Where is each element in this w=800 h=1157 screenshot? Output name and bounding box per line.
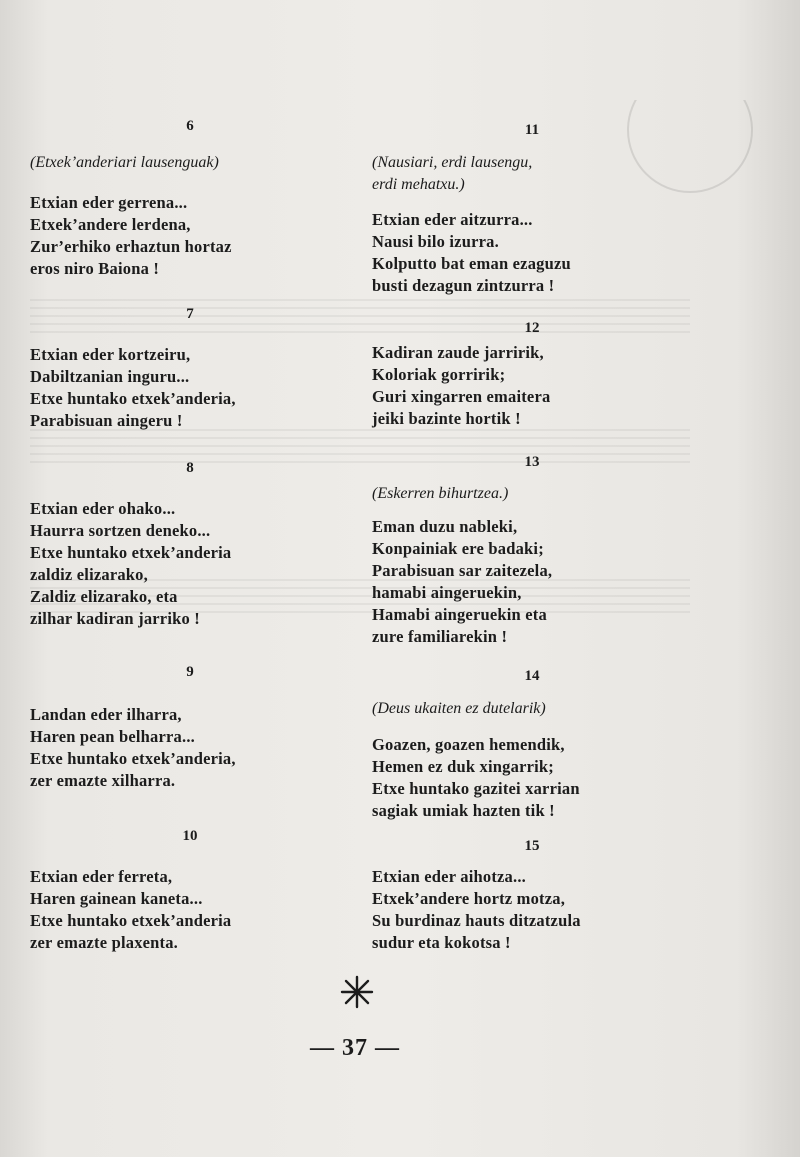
verse-line: Etxian eder gerrena... xyxy=(30,193,188,212)
verse-line: Konpainiak ere badaki; xyxy=(372,539,544,558)
verse-line: zilhar kadiran jarriko ! xyxy=(30,609,200,628)
verse-line: Dabiltzanian inguru... xyxy=(30,367,190,386)
stanza-number: 9 xyxy=(186,664,194,680)
verse-line: sudur eta kokotsa ! xyxy=(372,933,511,952)
verse-line: Kadiran zaude jarririk, xyxy=(372,343,544,362)
verse-line: Etxian eder aihotza... xyxy=(372,867,526,886)
stanza-subtitle-line: erdi mehatxu.) xyxy=(372,176,465,193)
stanza-lines xyxy=(372,209,571,297)
verse-line: Zur’erhiko erhaztun hortaz xyxy=(30,237,232,256)
verse-line: Etxe huntako etxek’anderia xyxy=(30,543,232,562)
stanza-number: 10 xyxy=(182,828,198,844)
verse-line: zaldiz elizarako, xyxy=(30,565,148,584)
verse-line: Koloriak gorririk; xyxy=(372,365,506,384)
verse-line: Haren gainean kaneta... xyxy=(30,889,203,908)
stanza-lines xyxy=(30,192,232,280)
verse-line: Zaldiz elizarako, eta xyxy=(30,587,178,606)
verse-line: Landan eder ilharra, xyxy=(30,705,182,724)
stanza-lines xyxy=(372,734,580,822)
verse-line: Su burdinaz hauts ditzatzula xyxy=(372,911,581,930)
verse-line: Etxek’andere lerdena, xyxy=(30,215,191,234)
verse-line: Etxian eder ferreta, xyxy=(30,867,173,886)
stanza-subtitle-line: (Eskerren bihurtzea.) xyxy=(372,485,509,502)
verse-line: Etxe huntako etxek’anderia, xyxy=(30,749,236,768)
verse-line: jeiki bazinte hortik ! xyxy=(372,409,521,428)
verse-line: Etxian eder kortzeiru, xyxy=(30,345,191,364)
verse-line: Goazen, goazen hemendik, xyxy=(372,735,565,754)
verse-line: sagiak umiak hazten tik ! xyxy=(372,801,555,820)
verse-line: Etxian eder aitzurra... xyxy=(372,210,533,229)
stanza-number: 14 xyxy=(524,668,540,684)
verse-line: zure familiarekin ! xyxy=(372,627,508,646)
verse-line: zer emazte plaxenta. xyxy=(30,933,179,952)
stanza-number: 8 xyxy=(186,460,194,476)
verse-line: Etxe huntako gazitei xarrian xyxy=(372,779,580,798)
stanza-lines xyxy=(30,498,231,630)
stanza-lines xyxy=(30,344,236,432)
verse-line: Eman duzu nableki, xyxy=(372,517,518,536)
stanza-number: 11 xyxy=(524,122,540,138)
stanza-lines xyxy=(372,516,552,648)
verse-line: zer emazte xilharra. xyxy=(30,771,176,790)
stanza-number: 12 xyxy=(524,320,540,336)
stanza-lines xyxy=(30,866,231,954)
verse-line: Etxian eder ohako... xyxy=(30,499,176,518)
verse-line: Etxe huntako etxek’anderia xyxy=(30,911,232,930)
stanza-number: 13 xyxy=(524,454,540,470)
verse-line: Haren pean belharra... xyxy=(30,727,195,746)
stanza-subtitle-line: (Deus ukaiten ez dutelarik) xyxy=(372,700,546,717)
verse-line: Etxe huntako etxek’anderia, xyxy=(30,389,236,408)
stanza-lines xyxy=(372,342,550,430)
stanza-subtitle: (Etxek’anderiari lausenguak) xyxy=(30,154,219,171)
verse-line: Haurra sortzen deneko... xyxy=(30,521,211,540)
verse-line: hamabi aingeruekin, xyxy=(372,583,522,602)
verse-line: Guri xingarren emaitera xyxy=(372,387,551,406)
stanza-number: 7 xyxy=(186,306,194,322)
stanza-number: 15 xyxy=(524,838,540,854)
stanza-subtitle-line: (Nausiari, erdi lausengu, xyxy=(372,154,533,171)
verse-line: Parabisuan sar zaitezela, xyxy=(372,561,553,580)
verse-line: eros niro Baiona ! xyxy=(30,259,160,278)
stanza-number: 6 xyxy=(186,118,194,134)
verse-line: Etxek’andere hortz motza, xyxy=(372,889,566,908)
verse-line: Nausi bilo izurra. xyxy=(372,232,499,251)
page-number: — 37 — xyxy=(310,1035,400,1061)
verse-line: Hamabi aingeruekin eta xyxy=(372,605,547,624)
verse-line: busti dezagun zintzurra ! xyxy=(372,276,555,295)
verse-line: Kolputto bat eman ezaguzu xyxy=(372,254,571,273)
star-ornament-icon xyxy=(340,975,374,1009)
stanza-lines xyxy=(372,866,581,954)
stanza-lines xyxy=(30,704,236,792)
verse-line: Hemen ez duk xingarrik; xyxy=(372,757,554,776)
verse-line: Parabisuan aingeru ! xyxy=(30,411,183,430)
